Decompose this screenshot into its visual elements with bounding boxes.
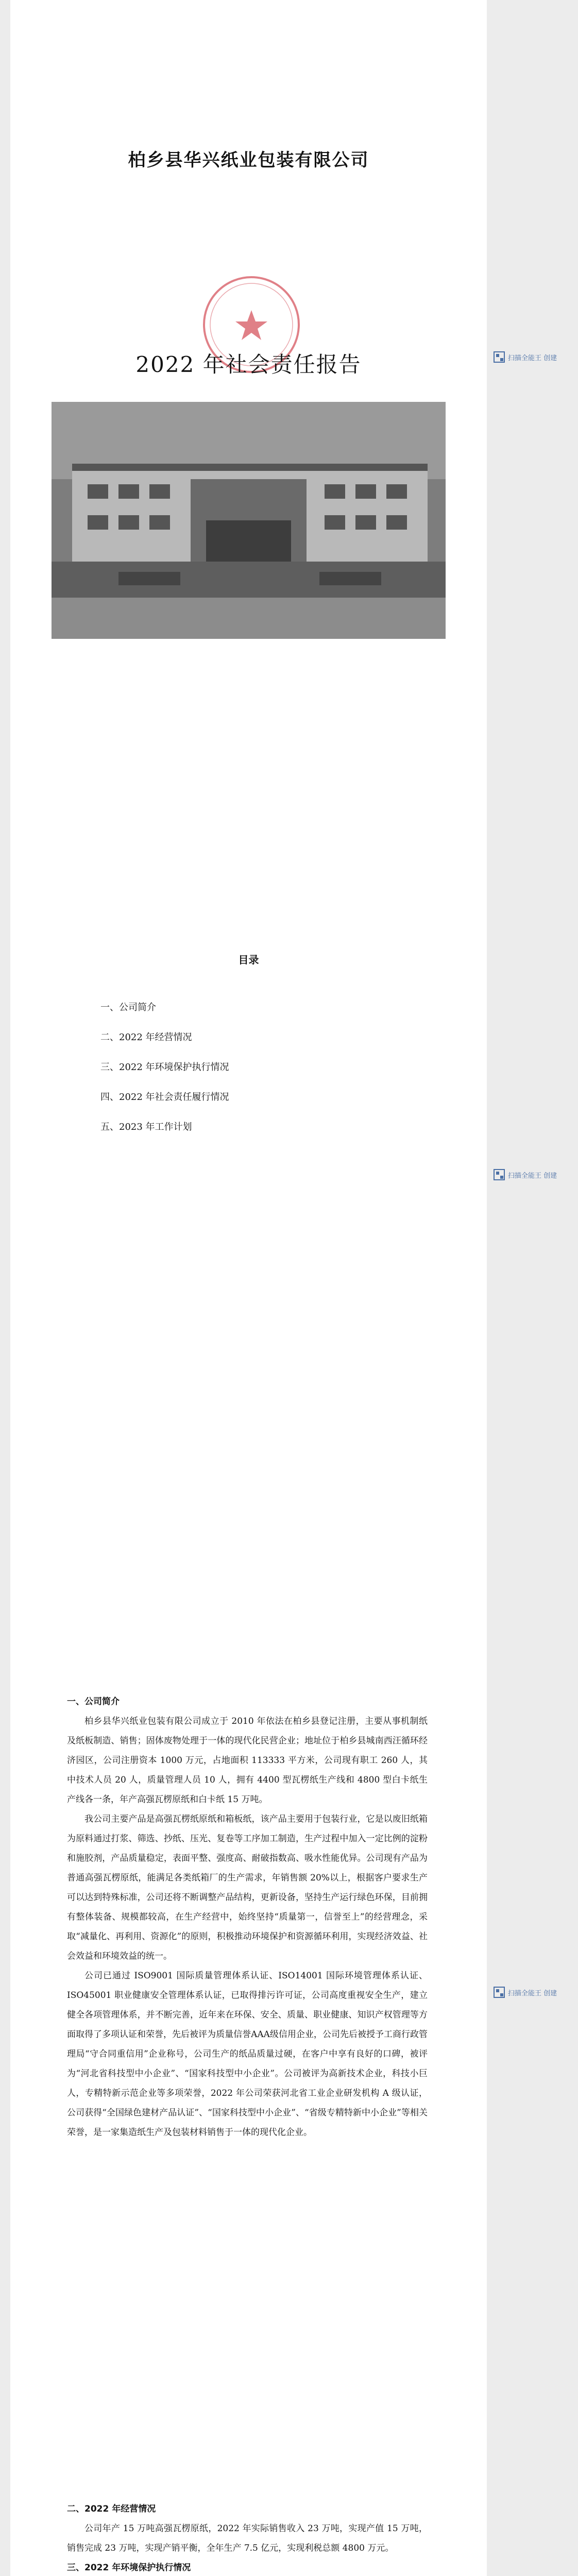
toc-item-plan[interactable]: 五、2023 年工作计划 [100, 1122, 192, 1132]
paragraph: 柏乡县华兴纸业包装有限公司成立于 2010 年依法在柏乡县登记注册，主要从事机制纸及纸板制造、销售；固体废物处理于一体的现代化民营企业；地址位于柏乡县城南西汪循环经济园区，公司注册资本 1000 万元，占地面积 113333 平方米，公司现有职工 260 人，其中技术人员 20 人，质量管理人员 10 人，拥有 4400 型瓦楞纸生产线和 4800 型白卡纸生产线各一条，年产高强瓦楞原纸和白卡纸 15 万吨。 [67, 1716, 428, 1805]
factory-photo [52, 402, 446, 639]
toc-item-intro[interactable]: 一、公司简介 [100, 1002, 156, 1013]
paragraph: 公司年产 15 万吨高强瓦楞原纸，2022 年实际销售收入 23 万吨，实现产值 15 万吨，销售完成 23 万吨，实现产销平衡，全年生产 7.5 亿元，实现利税总额 4800 万元。 [67, 2523, 428, 2553]
scan-badge[interactable]: 扫描全能王 创建 [494, 351, 557, 363]
cover-page [10, 0, 487, 818]
toc-page [10, 818, 487, 1635]
section-heading-intro: 一、公司简介 [67, 1697, 120, 1707]
qr-icon [494, 351, 505, 363]
ops-env-section [67, 2499, 428, 2576]
scan-badge[interactable]: 扫描全能王 创建 [494, 1169, 557, 1180]
toc-list [100, 993, 229, 1142]
section-heading-ops: 二、2022 年经营情况 [67, 2504, 156, 2514]
intro-page [10, 1635, 487, 2453]
toc-item-social[interactable]: 四、2022 年社会责任履行情况 [100, 1092, 229, 1103]
toc-item-ops[interactable]: 二、2022 年经营情况 [100, 1032, 192, 1043]
toc-item-env[interactable]: 三、2022 年环境保护执行情况 [100, 1062, 229, 1073]
toc-title: 目录 [238, 954, 259, 966]
report-title: 2022 年社会责任报告 [135, 352, 362, 377]
paragraph: 我公司主要产品是高强瓦楞纸原纸和箱板纸，该产品主要用于包装行业，它是以废旧纸箱为原料通过打浆、筛选、抄纸、压光、复卷等工序加工制造，生产过程中加入一定比例的淀粉和施胶剂，产品质量稳定，表面平整、强度高、耐破指数高、吸水性能优异。公司现有产品为普通高强瓦楞原纸，能满足各类纸箱厂的生产需求，年销售额 20%以上，根据客户要求生产可以达到特殊标准，公司还将不断调整产品结构，更新设备，坚持生产运行绿色环保，目前拥有整体装备、规模都较高，在生产经营中，始终坚持“质量第一，信誉至上”的经营理念，采取“减量化、再利用、资源化”的原则，积极推动环境保护和资源循环利用，实现经济效益、社会效益和环境效益的统一。 [67, 1814, 428, 1961]
ops-env-page [10, 2453, 487, 2576]
intro-section [67, 1692, 428, 2142]
qr-icon [494, 1169, 505, 1180]
paragraph: 公司已通过 ISO9001 国际质量管理体系认证、ISO14001 国际环境管理体系认证、ISO45001 职业健康安全管理体系认证，已取得排污许可证，公司高度重视安全生产，建立健全各项管理体系，并不断完善，近年来在环保、安全、质量、职业健康、知识产权管理等方面取得了多项认证和荣誉，先后被评为质量信誉AAA级信用企业，公司先后被授予工商行政管理局“守合同重信用”企业称号，公司生产的纸品质量过硬，在客户中享有良好的口碑，被评为“河北省科技型中小企业”、“国家科技型中小企业”。公司被评为高新技术企业，科技小巨人，专精特新示范企业等多项荣誉，2022 年公司荣获河北省工业企业研发机构 A 级认证，公司获得“全国绿色建材产品认证”、“国家科技型中小企业”、“省级专精特新中小企业”等相关荣誉，是一家集造纸生产及包装材料销售于一体的现代化企业。 [67, 1971, 428, 2138]
company-name: 柏乡县华兴纸业包装有限公司 [128, 150, 369, 171]
scan-badge[interactable]: 扫描全能王 创建 [494, 1987, 557, 1998]
qr-icon [494, 1987, 505, 1998]
section-heading-env: 三、2022 年环境保护执行情况 [67, 2563, 191, 2573]
